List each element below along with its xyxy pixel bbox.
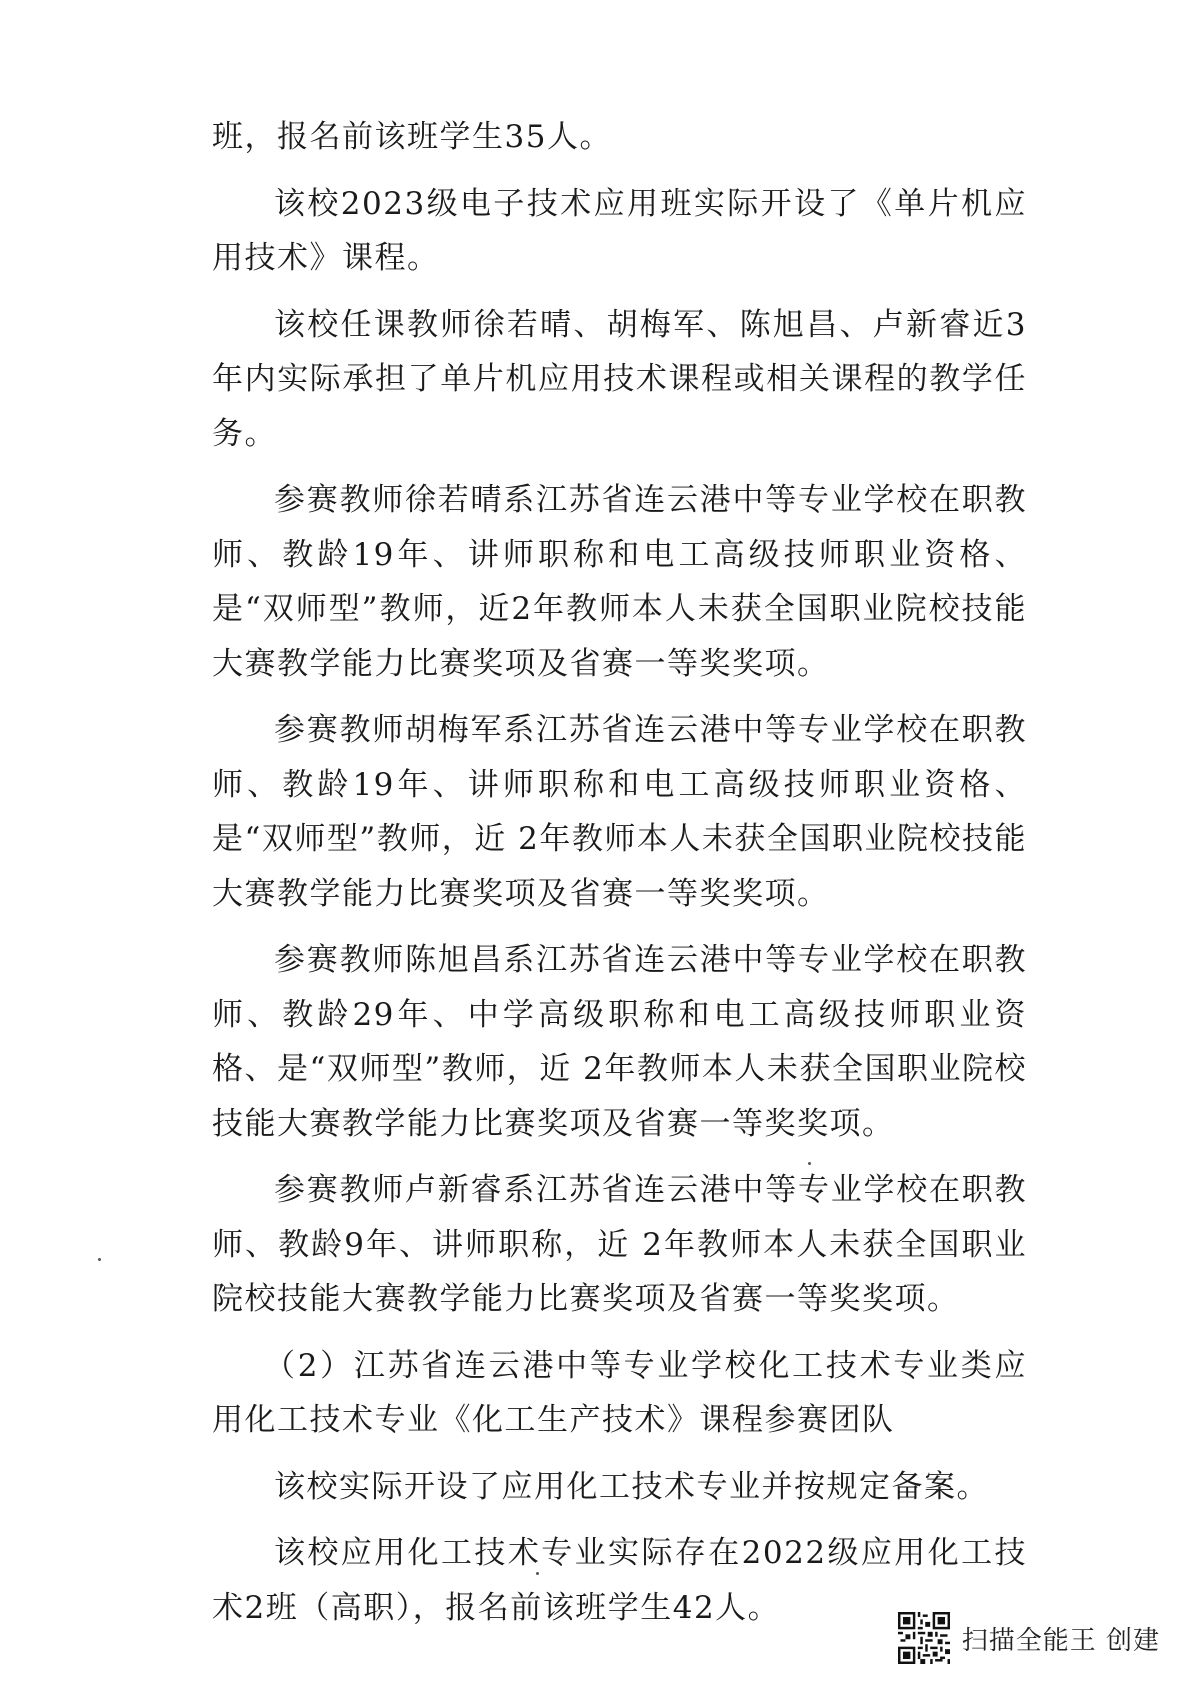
paragraph-teachers: 该校任课教师徐若晴、胡梅军、陈旭昌、卢新睿近3年内实际承担了单片机应用技术课程或相关课程的教学任务。 [212, 306, 1027, 452]
scan-speck [98, 1258, 101, 1261]
paragraph-teacher-chen: 参赛教师陈旭昌系江苏省连云港中等专业学校在职教师、教龄29年、中学高级职称和电工高级技师职业资格、是“双师型”教师，近 2年教师本人未获全国职业院校技能大赛教学能力比赛奖项及省赛一等奖奖项。 [212, 942, 1027, 1142]
paragraph-course: 该校2023级电子技术应用班实际开设了《单片机应用技术》课程。 [212, 185, 1027, 276]
scanner-watermark [898, 1610, 1160, 1666]
paragraph-teacher-xu: 参赛教师徐若晴系江苏省连云港中等专业学校在职教师、教龄19年、讲师职称和电工高级技师职业资格、是“双师型”教师，近2年教师本人未获全国职业院校技能大赛教学能力比赛奖项及省赛一等奖奖项。 [212, 482, 1027, 682]
paragraph-teacher-lu: 参赛教师卢新睿系江苏省连云港中等专业学校在职教师、教龄9年、讲师职称，近 2年教师本人未获全国职业院校技能大赛教学能力比赛奖项及省赛一等奖奖项。 [212, 1172, 1027, 1317]
paragraph-major-filed: 该校实际开设了应用化工技术专业并按规定备案。 [274, 1468, 989, 1505]
paragraph-continuation: 班，报名前该班学生35人。 [212, 119, 612, 155]
paragraph-teacher-hu: 参赛教师胡梅军系江苏省连云港中等专业学校在职教师、教龄19年、讲师职称和电工高级技师职业资格、是“双师型”教师，近 2年教师本人未获全国职业院校技能大赛教学能力比赛奖项及省赛一等奖奖项。 [212, 712, 1027, 912]
scan-speck [808, 1162, 811, 1165]
document-body [212, 110, 1027, 1647]
scan-speck [536, 1572, 539, 1575]
watermark-text: 扫描全能王 创建 [961, 1625, 1160, 1656]
qr-code-icon [898, 1612, 950, 1664]
section-heading-chemical: （2）江苏省连云港中等专业学校化工技术专业类应用化工技术专业《化工生产技术》课程参赛团队 [212, 1347, 1027, 1438]
paragraph-class-info: 该校应用化工技术专业实际存在2022级应用化工技术2班（高职），报名前该班学生42人。 [212, 1535, 1027, 1626]
